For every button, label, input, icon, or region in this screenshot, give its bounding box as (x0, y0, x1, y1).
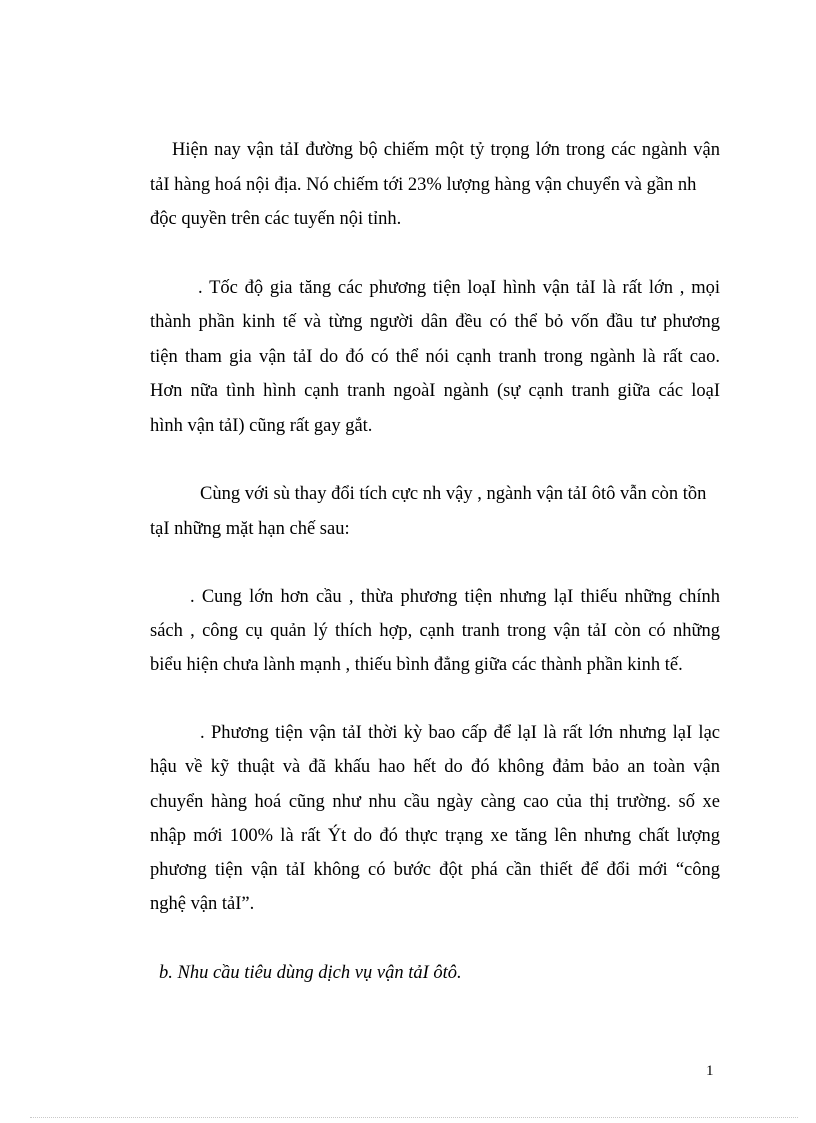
text-line: phương tiện vận tảI không có bước đột phá cần thiết để đổi mới “công (150, 860, 720, 880)
text-line: Hiện nay vận tảI đường bộ chiếm một tỷ trọng lớn trong các ngành vận (172, 140, 720, 160)
text-line: Hơn nữa tình hình cạnh tranh ngoàI ngành (sự cạnh tranh giữa các loạI (150, 381, 720, 401)
text-line: sách , công cụ quản lý thích hợp, cạnh tranh trong vận tảI còn có những (150, 621, 720, 641)
text-line: thành phần kinh tế và từng người dân đều có thể bỏ vốn đầu tư phương (150, 312, 720, 332)
footer-divider (30, 1117, 798, 1118)
text-line: . Cung lớn hơn cầu , thừa phương tiện nhưng lạI thiếu những chính (190, 587, 720, 607)
section-heading: b. Nhu cầu tiêu dùng dịch vụ vận tảI ôtô. (159, 963, 462, 983)
text-line: hình vận tảI) cũng rất gay gắt. (150, 416, 373, 436)
text-line: tiện tham gia vận tảI do đó có thể nói cạnh tranh trong ngành là rất cao. (150, 347, 720, 367)
text-line: độc quyền trên các tuyến nội tỉnh. (150, 209, 402, 229)
text-line: . Tốc độ gia tăng các phương tiện loạI hình vận tảI là rất lớn , mọi (198, 278, 720, 298)
page-number: 1 (706, 1063, 714, 1079)
text-line: biểu hiện chưa lành mạnh , thiếu bình đẳng giữa các thành phần kinh tế. (150, 655, 683, 675)
text-line: hậu về kỹ thuật và đã khấu hao hết do đó không đảm bảo an toàn vận (150, 757, 720, 777)
text-line: chuyển hàng hoá cũng như nhu cầu ngày càng cao của thị trường. số xe (150, 792, 720, 812)
text-line: tạI những mặt hạn chế sau: (150, 519, 350, 539)
text-line: tảI hàng hoá nội địa. Nó chiếm tới 23% lượng hàng vận chuyển và gần nh (150, 175, 697, 195)
text-line: Cùng với sù thay đổi tích cực nh vậy , ngành vận tảI ôtô vẫn còn tồn (200, 484, 707, 504)
text-line: . Phương tiện vận tảI thời kỳ bao cấp để lạI là rất lớn nhưng lạI lạc (200, 723, 720, 743)
text-line: nghệ vận tảI”. (150, 894, 255, 914)
text-line: nhập mới 100% là rất Ýt do đó thực trạng xe tăng lên nhưng chất lượng (150, 826, 720, 846)
